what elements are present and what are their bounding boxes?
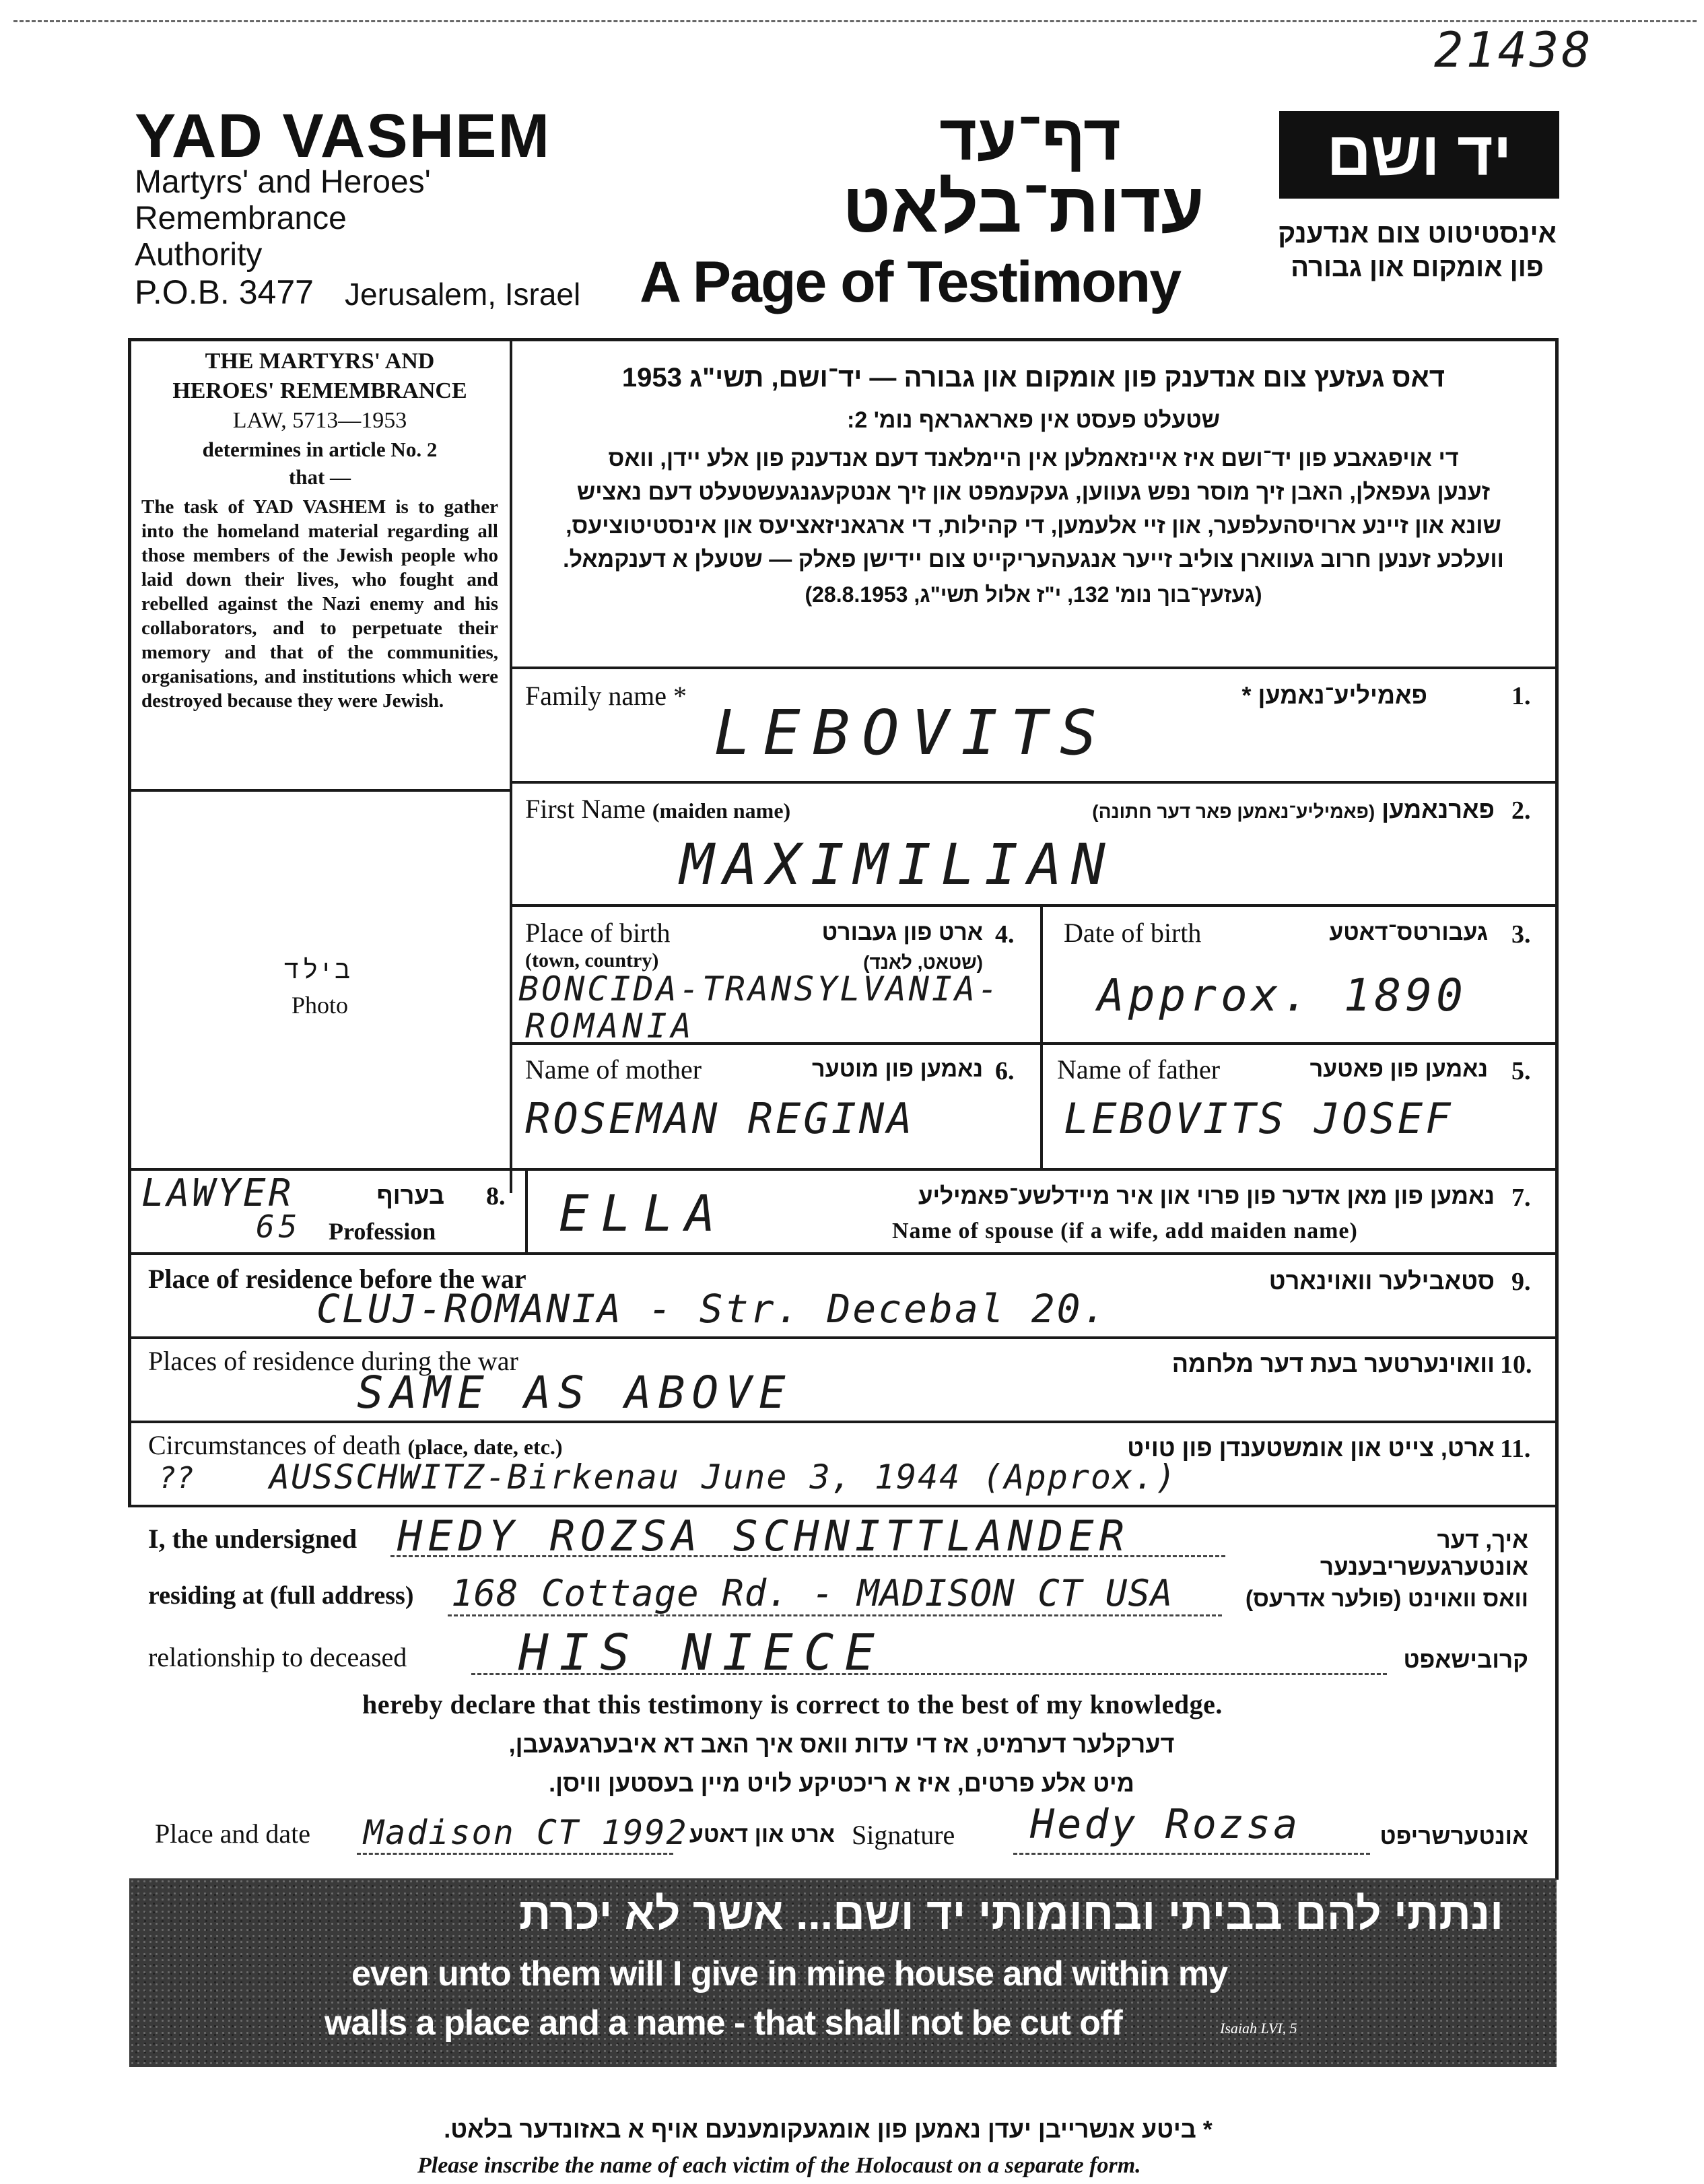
logo-caption-2: פון אומקום און גבורה bbox=[1291, 252, 1544, 282]
mother-label-yiddish: נאמען פון מוטער bbox=[811, 1056, 983, 1082]
photo-label-english: Photo bbox=[291, 992, 349, 1019]
residence-before-num: 9. bbox=[1511, 1268, 1531, 1296]
yiddish-law-line-6: וועלכע זענען חרוב געווארן צוליב זייער אנגעהעריקייט צום יידישן פאלק — שטעלן א דענקמאל. bbox=[563, 547, 1504, 572]
frame-right bbox=[1555, 338, 1559, 1880]
place-of-birth-num: 4. bbox=[995, 920, 1015, 949]
date-of-birth-label-yiddish: געבורטס־דאטע bbox=[1329, 920, 1488, 945]
first-name-label-note: (maiden name) bbox=[652, 798, 791, 823]
death-num: 11. bbox=[1500, 1435, 1531, 1463]
title-yiddish-1: דף־עד bbox=[939, 102, 1121, 174]
title-yiddish-2: עדות־בלאט bbox=[842, 169, 1204, 247]
death-mark: ?? bbox=[158, 1461, 194, 1495]
org-name: YAD VASHEM bbox=[135, 102, 551, 170]
law-divider bbox=[510, 338, 512, 1193]
yiddish-law-line-7: (געזעץ־בוך נומ' 132, י"ז אלול תשי"ג, 28.8.1953) bbox=[805, 582, 1262, 607]
row-5-top bbox=[128, 1168, 1559, 1171]
first-name-label-yiddish bbox=[929, 796, 1495, 824]
residing-label-yiddish: וואס וואוינט (פולער אדרעס) bbox=[1245, 1586, 1528, 1612]
yiddish-law-line-2: שטעלט פעסט אין פאראגראף נומ' 2: bbox=[847, 407, 1220, 433]
death-label-en: Circumstances of death bbox=[148, 1430, 401, 1460]
yiddish-law-line-4: זענען געפאלן, האבן זיך מוסר נפש געווען, געקעמפט און זיך אנטקעגנגעשטעלט דעם נאציש bbox=[576, 479, 1491, 505]
place-date-line bbox=[357, 1853, 673, 1855]
banner-english-2: walls a place and a name - that shall not be cut off bbox=[325, 2004, 1122, 2043]
residing-line bbox=[448, 1614, 1222, 1616]
father-num: 5. bbox=[1511, 1057, 1531, 1085]
declare-yiddish-1: דערקלער דערמיט, אז די עדות וואס איך האב דא איבערגעגעבן, bbox=[508, 1730, 1175, 1758]
yiddish-law-line-1: דאס געזעץ צום אנדענק פון אומקום און גבורה — יד־ושם, תשי"ג 1953 bbox=[621, 363, 1445, 393]
place-of-birth-label-yiddish: ארט פון געבורט bbox=[821, 920, 983, 945]
first-name-label-yi: פארנאמען bbox=[1382, 796, 1495, 823]
first-name-label-yi-note: (פאמיליע־נאמען פאר דער חתונה) bbox=[1092, 801, 1375, 822]
family-name-label-yiddish: פאמיליע־נאמען * bbox=[1241, 681, 1427, 709]
org-sub-2: Remembrance bbox=[135, 201, 347, 236]
frame-left-upper bbox=[128, 338, 131, 1193]
footer-yiddish: * ביטע אנשרייבן יעדן נאמען פון אומגעקומענעם אויף א באזונדער בלאט. bbox=[444, 2115, 1213, 2143]
law-body: The task of YAD VASHEM is to gather into the homeland material regarding all those members of the Jewish people who laid down their lives, who fought and rebelled against the Nazi enemy and his collaborators, and to perpetuate their memory and that of the communities, organisations, and institutions which were destroyed because they were Jewish. bbox=[141, 496, 498, 712]
banner-hebrew: ונתתי להם בביתי ובחומותי יד ושם... אשר לא יכרת bbox=[518, 1888, 1504, 1938]
residing-label: residing at (full address) bbox=[148, 1581, 414, 1610]
first-name-value: MAXIMILIAN bbox=[680, 831, 1115, 897]
profession-divider bbox=[525, 1168, 528, 1252]
law-line-4: determines in article No. 2 bbox=[202, 438, 438, 461]
address-city: Jerusalem, Israel bbox=[345, 277, 581, 312]
place-of-birth-note: (town, country) bbox=[525, 949, 659, 971]
profession-value: LAWYER bbox=[141, 1171, 294, 1215]
law-box bbox=[141, 347, 498, 713]
place-date-label-yiddish: ארט און דאטע bbox=[689, 1822, 835, 1847]
place-of-birth-label: Place of birth bbox=[525, 918, 671, 948]
undersigned-label: I, the undersigned bbox=[148, 1524, 357, 1554]
row-8-top bbox=[128, 1421, 1559, 1423]
footer-english: Please inscribe the name of each victim of the Holocaust on a separate form. bbox=[417, 2153, 1141, 2178]
mother-value: ROSEMAN REGINA bbox=[525, 1094, 915, 1143]
residence-during-label-yiddish: וואוינערטער בעת דער מלחמה bbox=[1171, 1350, 1495, 1377]
yiddish-law-line-3: די אויפגאבע פון יד־ושם איז איינזאמלען אין היימלאנד דעם אנדענק פון אלע יידן, וואס bbox=[608, 446, 1459, 471]
law-line-2: HEROES' REMEMBRANCE bbox=[172, 378, 467, 403]
banner-source: Isaiah LVI, 5 bbox=[1220, 2020, 1297, 2037]
father-value: LEBOVITS JOSEF bbox=[1064, 1094, 1454, 1143]
yiddish-law-line-5: שונא און זיינע ארויסהעלפער, און זיי אלעמען, די קהילות, די ארגאניזאציעס און אינסטיטוציעס, bbox=[566, 513, 1501, 539]
death-label-note: (place, date, etc.) bbox=[407, 1435, 563, 1459]
row-2-top bbox=[510, 781, 1557, 784]
row-3-top bbox=[510, 904, 1557, 907]
row-7-top bbox=[128, 1336, 1559, 1339]
death-label bbox=[148, 1429, 563, 1461]
address-po: P.O.B. 3477 bbox=[135, 273, 314, 311]
profession-label: Profession bbox=[329, 1218, 436, 1245]
residence-during-num: 10. bbox=[1500, 1351, 1532, 1379]
relationship-value: HIS NIECE bbox=[518, 1624, 885, 1682]
col-divider bbox=[1040, 904, 1043, 1170]
spouse-value: ELLA bbox=[559, 1185, 728, 1243]
father-label: Name of father bbox=[1057, 1054, 1221, 1085]
quote-banner bbox=[129, 1878, 1557, 2067]
law-box-bottom bbox=[128, 789, 510, 792]
first-name-num: 2. bbox=[1511, 796, 1531, 825]
first-name-label bbox=[525, 793, 790, 825]
signature-line bbox=[1013, 1853, 1370, 1855]
logo-box bbox=[1279, 111, 1559, 199]
law-line-5: that — bbox=[288, 465, 351, 489]
spouse-label-yiddish: נאמען פון מאן אדער פון פרוי און איר מיידלשע־פאמיליע bbox=[918, 1183, 1495, 1209]
signature-label-yiddish: אונטערשריפט bbox=[1379, 1823, 1528, 1849]
profession-label-yiddish: בערוף bbox=[376, 1182, 444, 1209]
org-sub-1: Martyrs' and Heroes' bbox=[135, 164, 431, 200]
row-6-top bbox=[128, 1252, 1559, 1255]
profession-extra: 65 bbox=[256, 1208, 302, 1245]
residence-before-label-yiddish: סטאבילער וואוינארט bbox=[1268, 1267, 1495, 1295]
declare-yiddish-2: מיט אלע פרטים, איז א ריכטיקע לויט מיין בעסטען וויסן. bbox=[549, 1769, 1134, 1797]
place-of-birth-value-2: ROMANIA bbox=[525, 1006, 695, 1046]
place-of-birth-value-1: BONCIDA-TRANSYLVANIA- bbox=[518, 969, 1001, 1009]
banner-english-1: even unto them will I give in mine house and within my bbox=[351, 1954, 1228, 1993]
row-1-top bbox=[510, 667, 1557, 669]
family-name-num: 1. bbox=[1511, 682, 1531, 710]
relationship-label-yiddish: קרובישאפט bbox=[1403, 1647, 1528, 1673]
org-sub-3: Authority bbox=[135, 237, 263, 273]
mother-num: 6. bbox=[995, 1057, 1015, 1085]
frame-top bbox=[128, 338, 1559, 341]
date-of-birth-num: 3. bbox=[1511, 920, 1531, 949]
yiddish-law bbox=[525, 357, 1542, 613]
frame-left-lower bbox=[128, 1168, 131, 1505]
residence-during-value: SAME AS ABOVE bbox=[357, 1367, 792, 1419]
death-value: AUSSCHWITZ-Birkenau June 3, 1944 (Approx.) bbox=[269, 1458, 1178, 1497]
title-english: A Page of Testimony bbox=[640, 250, 1181, 314]
father-label-yiddish: נאמען פון פאטער bbox=[1309, 1056, 1488, 1082]
spouse-label: Name of spouse (if a wife, add maiden name) bbox=[892, 1219, 1358, 1243]
date-of-birth-value: Approx. 1890 bbox=[1097, 969, 1467, 1021]
row-9-top bbox=[128, 1505, 1559, 1507]
archive-number: 21438 bbox=[1434, 22, 1594, 78]
law-line-1: THE MARTYRS' AND bbox=[205, 349, 435, 374]
place-date-value: Madison CT 1992 bbox=[364, 1813, 688, 1852]
logo-caption-1: אינסטיטוט צום אנדענק bbox=[1278, 219, 1557, 248]
place-of-birth-note-yiddish: (שטאט, לאנד) bbox=[863, 952, 983, 973]
death-label-yiddish: ארט, צייט און אומשטענדן פון טויט bbox=[1127, 1434, 1495, 1462]
relationship-label: relationship to deceased bbox=[148, 1642, 407, 1672]
residence-before-label: Place of residence before the war bbox=[148, 1264, 526, 1294]
family-name-label: Family name * bbox=[525, 681, 687, 711]
law-line-3: LAW, 5713—1953 bbox=[232, 408, 407, 433]
undersigned-value: HEDY ROZSA SCHNITTLANDER bbox=[397, 1511, 1130, 1561]
declare-english: hereby declare that this testimony is correct to the best of my knowledge. bbox=[362, 1689, 1223, 1719]
first-name-label-en: First Name bbox=[525, 794, 646, 824]
residing-value: 168 Cottage Rd. - MADISON CT USA bbox=[451, 1572, 1173, 1614]
mother-label: Name of mother bbox=[525, 1054, 702, 1085]
date-of-birth-label: Date of birth bbox=[1064, 918, 1202, 948]
place-date-label: Place and date bbox=[155, 1818, 310, 1849]
photo-label-yiddish: בילד bbox=[284, 956, 355, 984]
spouse-num: 7. bbox=[1511, 1184, 1531, 1212]
signature-label: Signature bbox=[852, 1820, 955, 1850]
logo-text: יד ושם bbox=[1326, 120, 1512, 189]
profession-num: 8. bbox=[486, 1182, 506, 1210]
residence-before-value: CLUJ-ROMANIA - Str. Decebal 20. bbox=[316, 1286, 1108, 1332]
residence-during-label: Places of residence during the war bbox=[148, 1346, 518, 1376]
undersigned-label-yiddish: איך, דער אונטערגעשריבענער bbox=[1320, 1527, 1528, 1580]
family-name-value: LEBOVITS bbox=[714, 697, 1110, 769]
signature-value: Hedy Rozsa bbox=[1030, 1801, 1301, 1848]
